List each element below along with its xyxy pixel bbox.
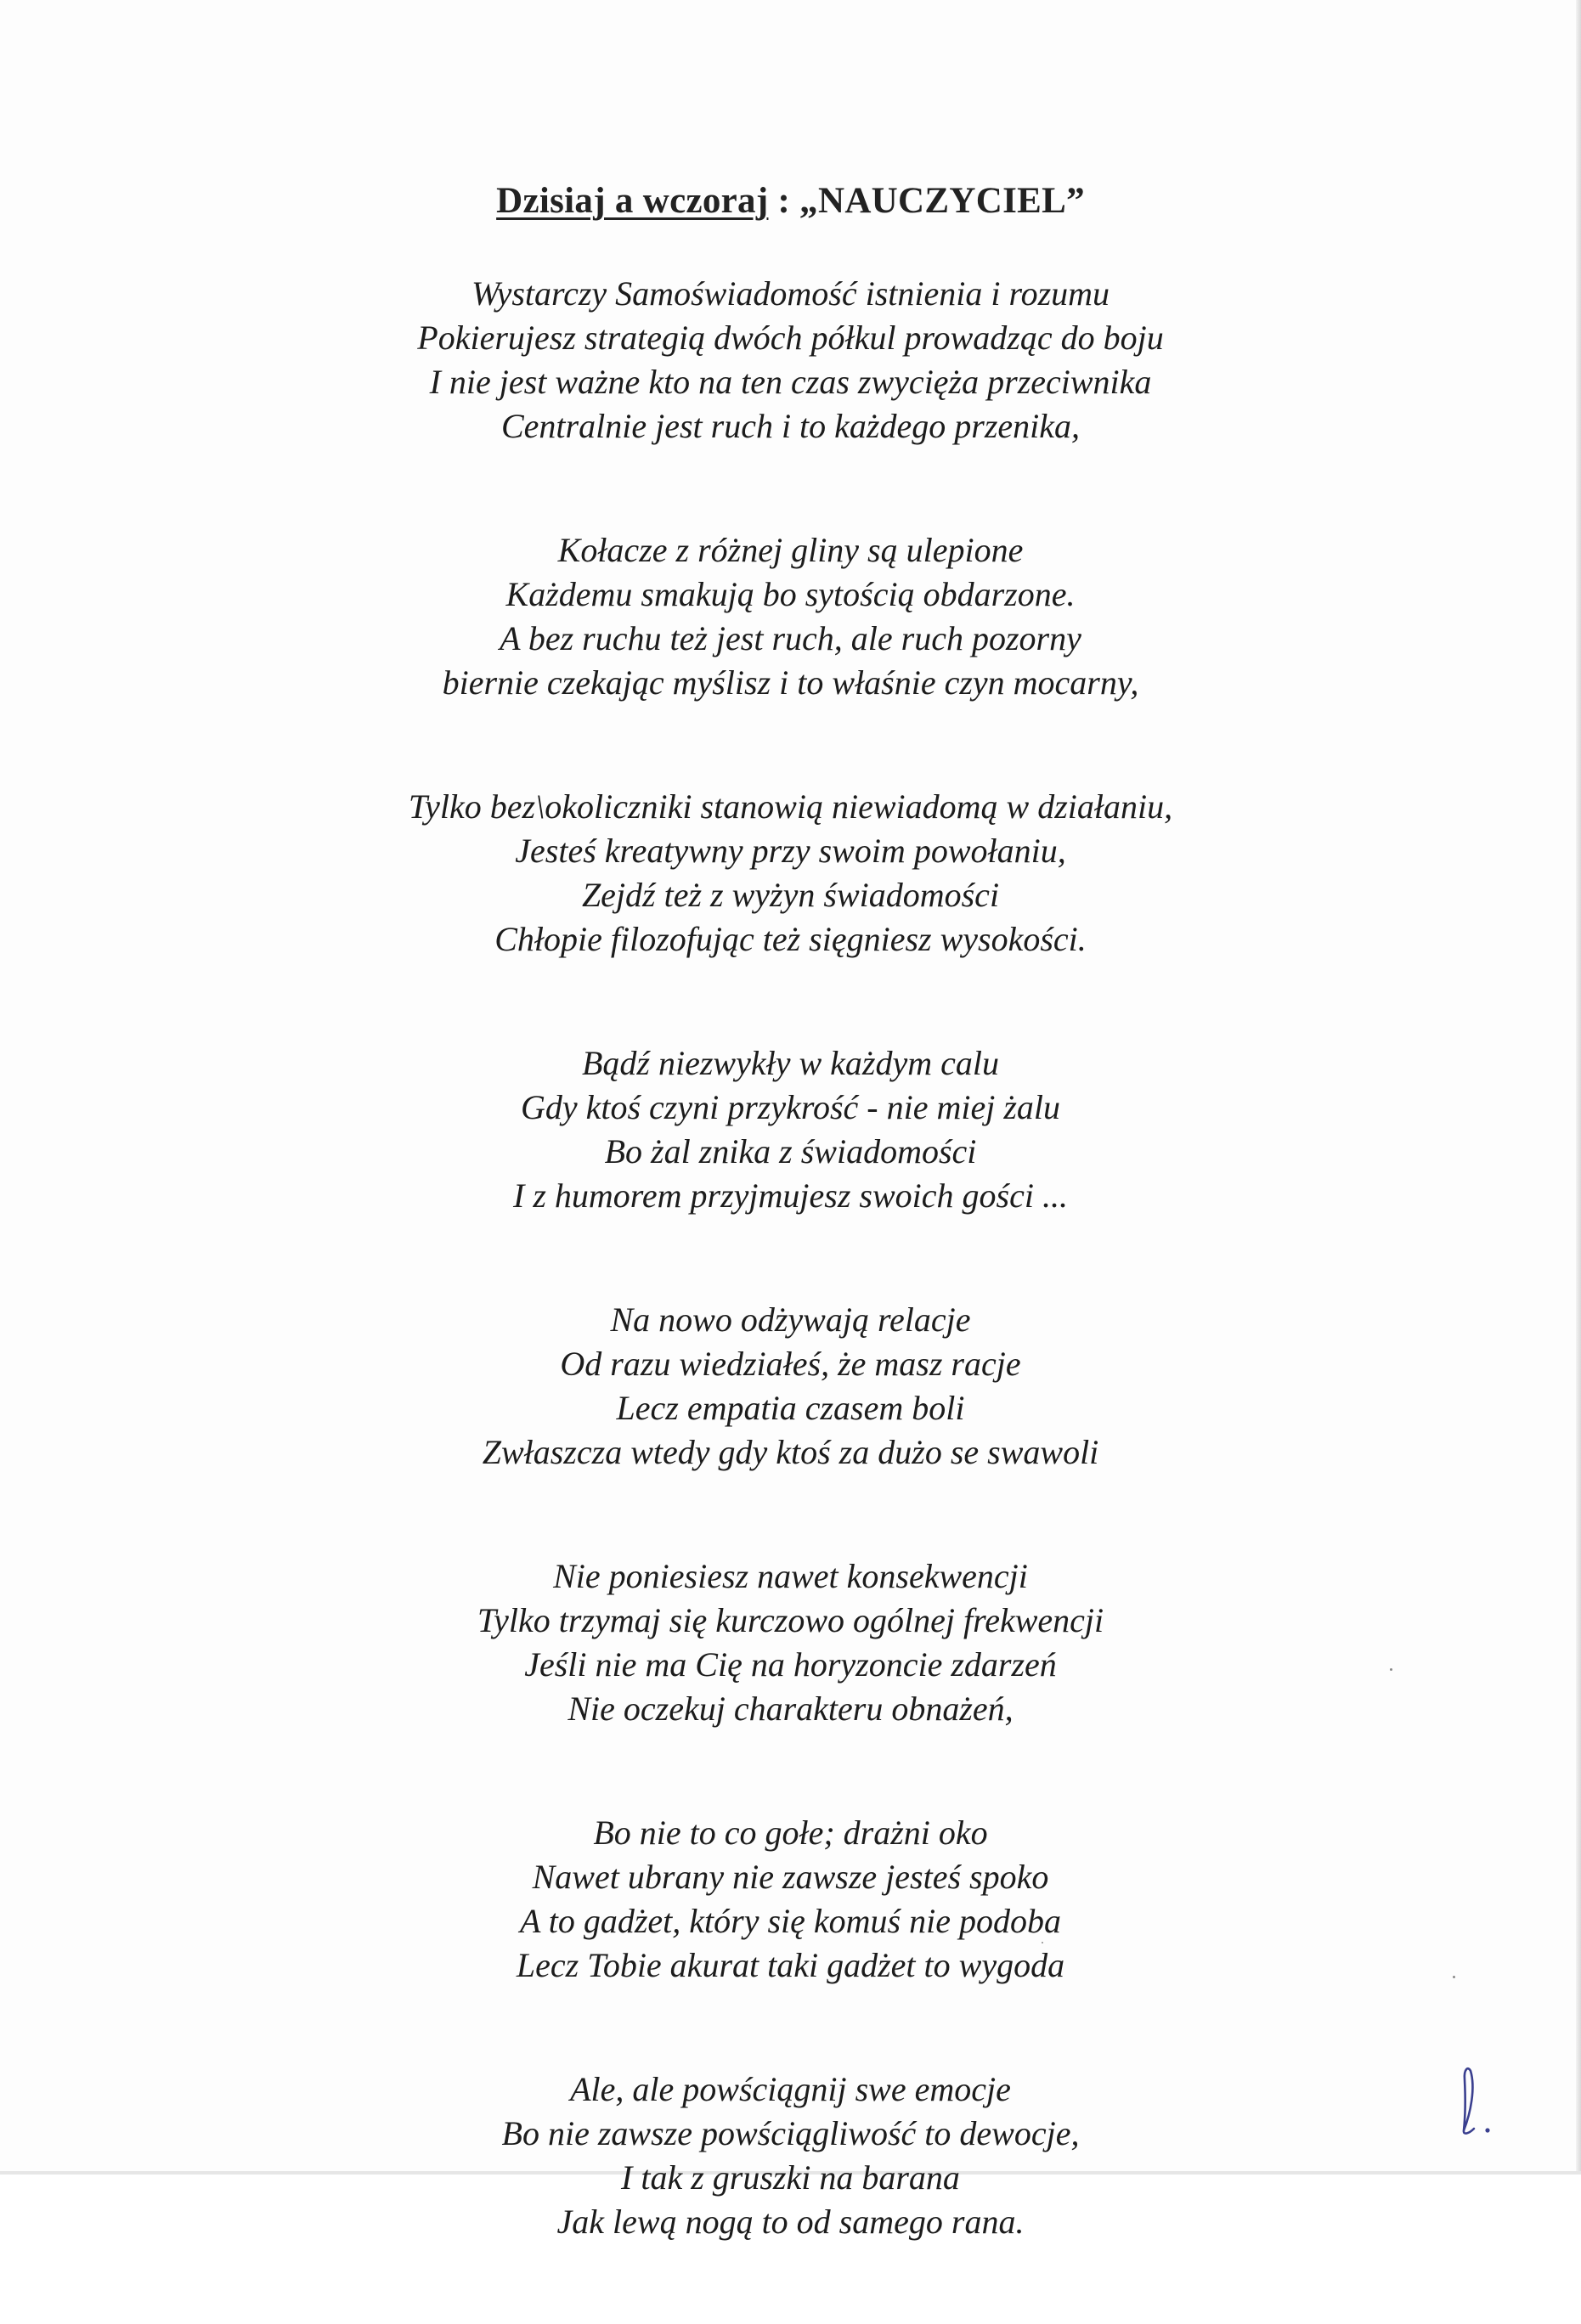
verse-line: Wystarczy Samoświadomość istnienia i rozumu bbox=[471, 274, 1110, 313]
verse-line: Bo nie to co gołe; drażni oko bbox=[593, 1814, 988, 1852]
verse-line: Nawet ubrany nie zawsze jesteś spoko bbox=[532, 1858, 1049, 1896]
verse-line: Pokierujesz strategią dwóch półkul prowadząc do boju bbox=[417, 319, 1164, 357]
stanza-3 bbox=[0, 785, 1581, 962]
verse-line: Bądź niezwykły w każdym calu bbox=[582, 1044, 999, 1082]
stanza-7 bbox=[0, 1811, 1581, 1988]
scan-speck bbox=[1042, 1942, 1043, 1943]
scan-speck bbox=[1390, 1668, 1392, 1671]
verse-line: Zejdź też z wyżyn świadomości bbox=[581, 876, 1000, 914]
verse-line: Ale, ale powściągnij swe emocje bbox=[570, 2070, 1011, 2108]
verse-line: I nie jest ważne kto na ten czas zwycięża przeciwnika bbox=[429, 363, 1152, 401]
verse-line: biernie czekając myślisz i to właśnie czyn mocarny, bbox=[442, 663, 1139, 702]
verse-line: Zwłaszcza wtedy gdy ktoś za dużo se swawoli bbox=[482, 1433, 1099, 1471]
stanza-6 bbox=[0, 1554, 1581, 1731]
verse-line: Centralnie jest ruch i to każdego przenika, bbox=[500, 407, 1080, 445]
verse-line: Bo nie zawsze powściągliwość to dewocje, bbox=[501, 2114, 1080, 2152]
poem-title bbox=[0, 180, 1581, 222]
verse-line: Nie poniesiesz nawet konsekwencji bbox=[553, 1557, 1028, 1595]
verse-line: A bez ruchu też jest ruch, ale ruch pozorny bbox=[500, 619, 1081, 657]
poem-body bbox=[0, 272, 1581, 2324]
verse-line: Od razu wiedziałeś, że masz racje bbox=[560, 1345, 1021, 1383]
verse-line: Tylko bez\okoliczniki stanowią niewiadomą w działaniu, bbox=[408, 787, 1173, 826]
verse-line: I tak z gruszki na barana bbox=[621, 2158, 960, 2197]
verse-line: Nie oczekuj charakteru obnażeń, bbox=[567, 1689, 1014, 1728]
stanza-4 bbox=[0, 1041, 1581, 1218]
verse-line: Lecz empatia czasem boli bbox=[616, 1389, 965, 1427]
stanza-1 bbox=[0, 272, 1581, 448]
title-quoted-part: : „NAUCZYCIEL” bbox=[768, 181, 1085, 221]
verse-line: Jeśli nie ma Cię na horyzoncie zdarzeń bbox=[524, 1645, 1057, 1684]
verse-line: Jak lewą nogą to od samego rana. bbox=[556, 2203, 1025, 2241]
stanza-5 bbox=[0, 1298, 1581, 1475]
handwritten-page-mark bbox=[1445, 2062, 1505, 2139]
stanza-2 bbox=[0, 528, 1581, 705]
verse-line: A to gadżet, który się komuś nie podoba bbox=[520, 1902, 1061, 1940]
verse-line: Kołacze z różnej gliny są ulepione bbox=[557, 531, 1024, 569]
verse-line: I z humorem przyjmujesz swoich gości ... bbox=[513, 1176, 1068, 1215]
verse-line: Na nowo odżywają relacje bbox=[610, 1300, 971, 1339]
verse-line: Jesteś kreatywny przy swoim powołaniu, bbox=[515, 832, 1066, 870]
verse-line: Chłopie filozofując też sięgniesz wysokości. bbox=[494, 920, 1087, 958]
verse-line: Tylko trzymaj się kurczowo ogólnej frekwencji bbox=[477, 1601, 1104, 1639]
verse-line: Lecz Tobie akurat taki gadżet to wygoda bbox=[516, 1946, 1065, 1984]
verse-line: Każdemu smakują bo sytością obdarzone. bbox=[505, 575, 1076, 613]
stanza-8 bbox=[0, 2067, 1581, 2244]
verse-line: Bo żal znika z świadomości bbox=[604, 1132, 977, 1170]
title-underlined-part: Dzisiaj a wczoraj bbox=[496, 181, 769, 221]
scan-speck bbox=[1453, 1976, 1455, 1978]
verse-line: Gdy ktoś czyni przykrość - nie miej żalu bbox=[520, 1088, 1061, 1126]
